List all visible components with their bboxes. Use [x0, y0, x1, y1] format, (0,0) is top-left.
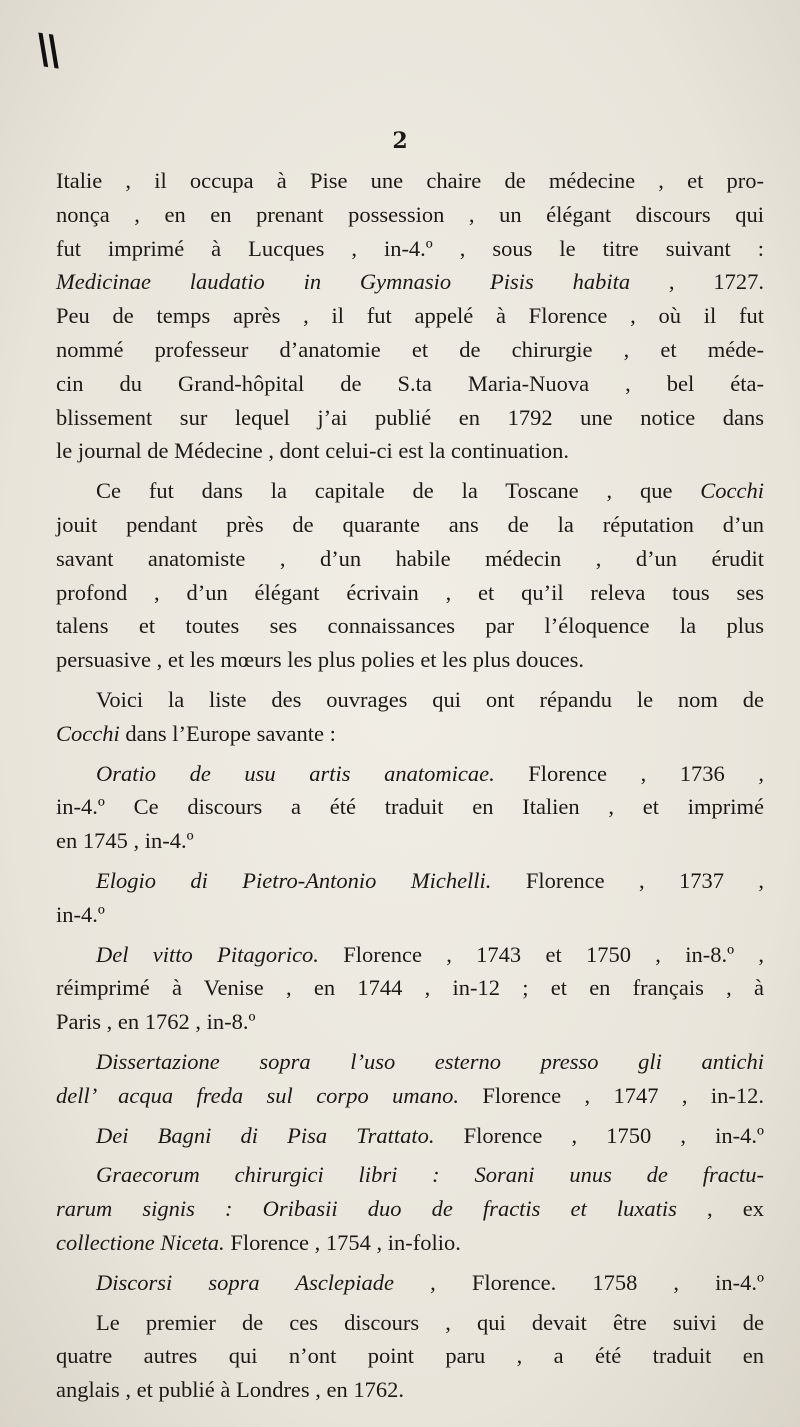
line-text: nommé professeur d’anatomie et de chirurgie , et méde-: [56, 336, 764, 362]
italic-title: Del vitto Pitagorico.: [96, 941, 319, 967]
text-line: [56, 1119, 764, 1153]
line-text: Florence , 1754 , in-folio.: [224, 1229, 461, 1255]
text-line: [56, 542, 764, 576]
text-line: [56, 757, 764, 791]
text-line: [56, 1373, 764, 1407]
line-text: en 1745 , in-4.º: [56, 828, 194, 854]
text-line: [56, 299, 764, 333]
line-text: persuasive , et les mœurs les plus polies et les plus douces.: [56, 647, 585, 673]
line-text: le journal de Médecine , dont celui-ci est la continuation.: [56, 438, 569, 464]
text-line: [56, 232, 764, 266]
text-line: [56, 1226, 764, 1260]
line-text: cin du Grand-hôpital de S.ta Maria-Nuova , bel éta-: [56, 370, 764, 396]
italic-title: Medicinae laudatio in Gymnasio Pisis habita: [56, 269, 631, 295]
text-line: [56, 971, 764, 1005]
line-text: blissement sur lequel j’ai publié en 1792 une notice dans: [56, 404, 764, 430]
italic-title: Oratio de usu artis anatomicae.: [96, 760, 495, 786]
text-line: [56, 1192, 764, 1226]
text-line: [56, 938, 764, 972]
italic-title: Elogio di Pietro-Antonio Michelli.: [96, 867, 492, 893]
text-line: [56, 434, 764, 468]
corner-ink-mark: \\: [32, 24, 61, 75]
text-line: [56, 1158, 764, 1192]
text-line: [56, 609, 764, 643]
text-line: [56, 864, 764, 898]
italic-title: Cocchi: [56, 720, 120, 746]
line-text: Italie , il occupa à Pise une chaire de médecine , et pro-: [56, 168, 764, 193]
page-number: 2: [392, 128, 408, 154]
line-text: fut imprimé à Lucques , in-4.º , sous le titre suivant :: [56, 235, 764, 261]
line-text: réimprimé à Venise , en 1744 , in-12 ; et en français , à: [56, 975, 764, 1001]
italic-title: Graecorum chirurgici libri : Sorani unus de fractu-: [96, 1162, 764, 1188]
text-line: [56, 1045, 764, 1079]
line-text: Peu de temps après , il fut appelé à Florence , où il fut: [56, 303, 764, 329]
line-text: profond , d’un élégant écrivain , et qu’il releva tous ses: [56, 579, 764, 605]
line-text: Florence , 1736 ,: [494, 760, 764, 786]
line-text: Florence , 1747 , in-12.: [458, 1082, 764, 1108]
italic-title: dell’ acqua freda sul corpo umano.: [56, 1082, 459, 1108]
text-line: [56, 824, 764, 858]
italic-title: Dei Bagni di Pisa Trattato.: [96, 1122, 435, 1148]
text-line: [56, 717, 764, 751]
text-line: [56, 1339, 764, 1373]
text-line: [56, 1005, 764, 1039]
text-line: [56, 1079, 764, 1113]
text-line: [56, 164, 764, 198]
line-text: Florence , 1750 , in-4.º: [434, 1122, 764, 1148]
body-text: [56, 164, 764, 1407]
text-line: [56, 1266, 764, 1300]
line-text: dans l’Europe savante :: [119, 720, 336, 746]
italic-title: Dissertazione sopra l’uso esterno presso gli antichi: [96, 1048, 764, 1074]
text-line: [56, 198, 764, 232]
text-line: [56, 576, 764, 610]
text-line: [56, 367, 764, 401]
line-text: in-4.º Ce discours a été traduit en Italien , et imprimé: [56, 794, 764, 820]
text-line: [56, 643, 764, 677]
text-line: [56, 898, 764, 932]
line-text: Florence , 1743 et 1750 , in-8.º ,: [318, 941, 764, 967]
line-text: Ce fut dans la capitale de la Toscane , que: [96, 478, 701, 504]
text-line: [56, 401, 764, 435]
line-text: , ex: [676, 1196, 764, 1222]
text-line: [56, 265, 764, 299]
line-text: nonça , en en prenant possession , un élégant discours qui: [56, 201, 764, 227]
text-line: [56, 474, 764, 508]
line-text: Le premier de ces discours , qui devait être suivi de: [96, 1309, 764, 1335]
text-line: [56, 508, 764, 542]
line-text: , Florence. 1758 , in-4.º: [394, 1269, 765, 1295]
italic-title: Discorsi sopra Asclepiade: [96, 1269, 395, 1295]
line-text: quatre autres qui n’ont point paru , a été traduit en: [56, 1343, 764, 1369]
text-line: [56, 333, 764, 367]
text-line: [56, 1306, 764, 1340]
line-text: savant anatomiste , d’un habile médecin , d’un érudit: [56, 545, 764, 571]
text-line: [56, 683, 764, 717]
italic-title: collectione Niceta.: [56, 1229, 225, 1255]
line-text: Voici la liste des ouvrages qui ont répandu le nom de: [96, 686, 764, 712]
italic-title: rarum signis : Oribasii duo de fractis et luxatis: [56, 1196, 677, 1222]
italic-name: Cocchi: [700, 478, 764, 504]
line-text: jouit pendant près de quarante ans de la réputation d’un: [56, 511, 764, 537]
line-text: in-4.º: [56, 901, 105, 927]
line-text: Paris , en 1762 , in-8.º: [56, 1009, 256, 1035]
line-text: , 1727.: [630, 269, 764, 295]
line-text: anglais , et publié à Londres , en 1762.: [56, 1377, 405, 1403]
line-text: Florence , 1737 ,: [491, 867, 764, 893]
text-line: [56, 790, 764, 824]
line-text: talens et toutes ses connaissances par l’éloquence la plus: [56, 613, 764, 639]
